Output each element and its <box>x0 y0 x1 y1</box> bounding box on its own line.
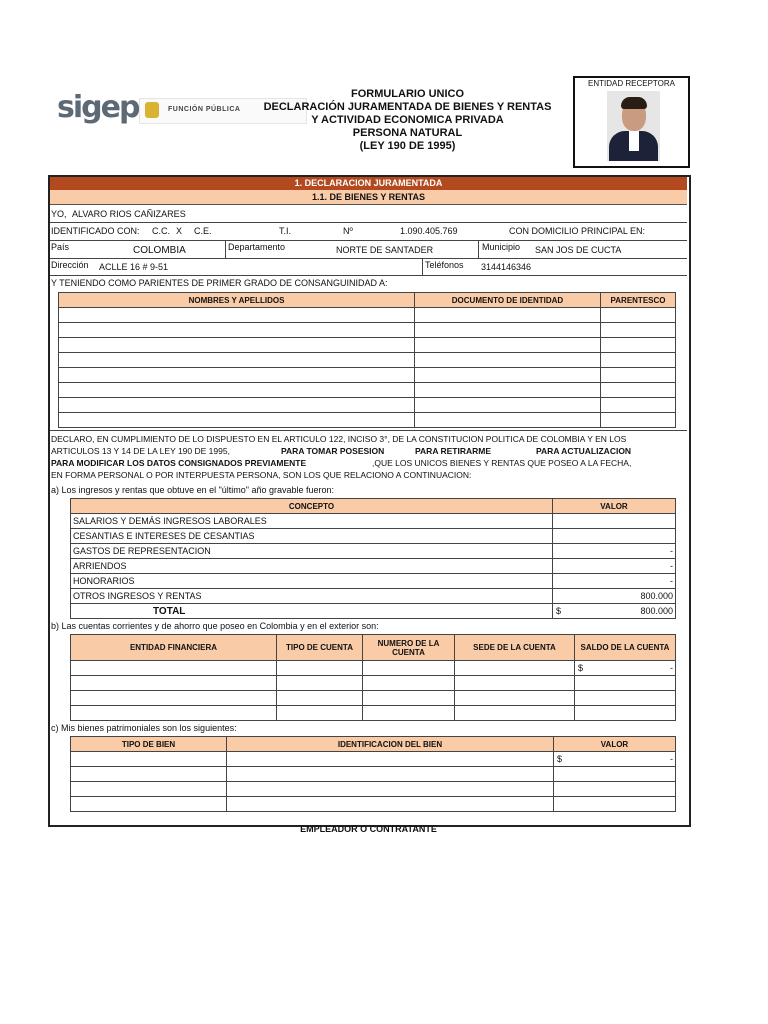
table-row <box>71 767 676 782</box>
total-value: 800.000 <box>640 606 673 616</box>
declaration-line-3: ,QUE LOS UNICOS BIENES Y RENTAS QUE POSEO A LA FECHA, <box>372 458 632 468</box>
address-value[interactable]: ACLLE 16 # 9-51 <box>99 262 169 272</box>
assets-intro: c) Mis bienes patrimoniales son los siguientes: <box>51 723 237 733</box>
country-label: País <box>51 242 70 252</box>
income-value[interactable]: - <box>553 574 676 589</box>
take-possession-option[interactable]: PARA TOMAR POSESION <box>281 446 385 456</box>
balance-header: SALDO DE LA CUENTA <box>575 635 676 661</box>
number-label: Nº <box>343 226 353 236</box>
total-currency: $ <box>556 606 562 616</box>
total-row <box>71 604 676 619</box>
asset-value-header: VALOR <box>554 737 676 752</box>
table-row <box>71 797 676 812</box>
phone-label: Teléfonos <box>425 260 464 270</box>
asset-id-header: IDENTIFICACION DEL BIEN <box>227 737 554 752</box>
sigep-wordmark: sigep <box>57 90 139 125</box>
table-row <box>71 782 676 797</box>
update-option[interactable]: PARA ACTUALIZACION <box>536 446 632 456</box>
declaration-line-2: ARTICULOS 13 Y 14 DE LA LEY 190 DE 1995, <box>51 446 230 456</box>
id-label: IDENTIFICADO CON: <box>51 226 140 236</box>
declaration-line-1: DECLARO, EN CUMPLIMIENTO DE LO DISPUESTO EN EL ARTICULO 122, INCISO 3°, DE LA CONSTITUCION POLITICA DE COLOMBIA Y EN LOS <box>51 434 627 444</box>
account-type-header: TIPO DE CUENTA <box>277 635 363 661</box>
domicile-label: CON DOMICILIO PRINCIPAL EN: <box>509 226 646 236</box>
table-row <box>71 544 676 559</box>
photo-label: ENTIDAD RECEPTORA <box>588 79 675 88</box>
municipality-label: Municipio <box>482 242 521 252</box>
country-value[interactable]: COLOMBIA <box>133 245 186 256</box>
modify-option[interactable]: PARA MODIFICAR LOS DATOS CONSIGNADOS PREVIAMENTE <box>51 458 307 468</box>
table-row <box>71 706 676 721</box>
income-intro: a) Los ingresos y rentas que obtuve en el "último" año gravable fueron: <box>51 485 335 495</box>
relatives-intro: Y TENIENDO COMO PARIENTES DE PRIMER GRADO DE CONSANGUINIDAD A: <box>51 278 388 288</box>
table-row <box>59 398 676 413</box>
income-concept: OTROS INGRESOS Y RENTAS <box>71 589 553 604</box>
income-concept: CESANTIAS E INTERESES DE CESANTIAS <box>71 529 553 544</box>
yo-label: YO, <box>51 209 67 219</box>
declarant-photo <box>607 91 660 161</box>
entity-header: ENTIDAD FINANCIERA <box>71 635 277 661</box>
asset-currency: $ <box>557 754 563 764</box>
total-label: TOTAL <box>71 604 553 619</box>
balance-currency: $ <box>578 663 584 673</box>
table-row <box>59 368 676 383</box>
photo-box <box>573 76 690 168</box>
income-value[interactable]: 800.000 <box>553 589 676 604</box>
concept-header: CONCEPTO <box>71 499 553 514</box>
income-concept: SALARIOS Y DEMÁS INGRESOS LABORALES <box>71 514 553 529</box>
account-number-header: NUMERO DE LA CUENTA <box>363 635 455 661</box>
balance-value: - <box>670 663 673 673</box>
table-row <box>71 574 676 589</box>
income-value[interactable] <box>553 529 676 544</box>
account-branch-header: SEDE DE LA CUENTA <box>455 635 575 661</box>
ce-label: C.E. <box>194 226 212 236</box>
asset-type-header: TIPO DE BIEN <box>71 737 227 752</box>
table-row <box>71 676 676 691</box>
declarant-name[interactable]: ALVARO RIOS CAÑIZARES <box>72 209 186 219</box>
funcion-publica-logo: FUNCIÓN PÚBLICA <box>139 98 307 124</box>
accounts-intro: b) Las cuentas corrientes y de ahorro que poseo en Colombia y en el exterior son: <box>51 621 379 631</box>
section-title: 1. DECLARACION JURAMENTADA <box>50 177 687 190</box>
accounts-table <box>70 634 676 721</box>
relationship-header: PARENTESCO <box>601 293 676 308</box>
declaration-line-4: EN FORMA PERSONAL O POR INTERPUESTA PERSONA, SON LOS QUE RELACIONO A CONTINUACION: <box>51 470 472 480</box>
names-header: NOMBRES Y APELLIDOS <box>59 293 415 308</box>
ti-label: T.I. <box>279 226 292 236</box>
asset-value: - <box>670 754 673 764</box>
coat-of-arms-icon <box>145 102 159 118</box>
form-title: FORMULARIO UNICO DECLARACIÓN JURAMENTADA DE BIENES Y RENTAS Y ACTIVIDAD ECONOMICA PRIVADA PERSONA NATURAL (LEY 190 DE 1995) <box>263 88 552 152</box>
table-row <box>71 529 676 544</box>
income-value[interactable]: - <box>553 559 676 574</box>
table-row <box>59 353 676 368</box>
table-row <box>71 514 676 529</box>
cc-mark[interactable]: X <box>176 226 183 236</box>
income-table <box>70 498 676 619</box>
income-concept: GASTOS DE REPRESENTACION <box>71 544 553 559</box>
table-row <box>71 752 676 767</box>
assets-table <box>70 736 676 812</box>
department-value[interactable]: NORTE DE SANTADER <box>336 245 434 255</box>
table-row <box>59 383 676 398</box>
department-label: Departamento <box>228 242 286 252</box>
value-header: VALOR <box>553 499 676 514</box>
id-number[interactable]: 1.090.405.769 <box>400 226 458 236</box>
cc-label: C.C. <box>152 226 170 236</box>
table-row <box>59 308 676 323</box>
table-row <box>71 559 676 574</box>
table-row <box>59 413 676 428</box>
relatives-table <box>58 292 676 428</box>
table-row <box>71 661 676 676</box>
income-concept: HONORARIOS <box>71 574 553 589</box>
phone-value[interactable]: 3144146346 <box>481 262 532 272</box>
section-subtitle: 1.1. DE BIENES Y RENTAS <box>50 190 687 205</box>
income-value[interactable]: - <box>553 544 676 559</box>
table-row <box>71 589 676 604</box>
table-row <box>59 323 676 338</box>
retire-option[interactable]: PARA RETIRARME <box>415 446 492 456</box>
income-concept: ARRIENDOS <box>71 559 553 574</box>
table-row <box>71 691 676 706</box>
document-header: DOCUMENTO DE IDENTIDAD <box>415 293 601 308</box>
address-label: Dirección <box>51 260 89 270</box>
employer-section-title: EMPLEADOR O CONTRATANTE <box>300 824 437 834</box>
table-row <box>59 338 676 353</box>
municipality-value[interactable]: SAN JOS DE CUCTA <box>535 245 622 255</box>
income-value[interactable] <box>553 514 676 529</box>
